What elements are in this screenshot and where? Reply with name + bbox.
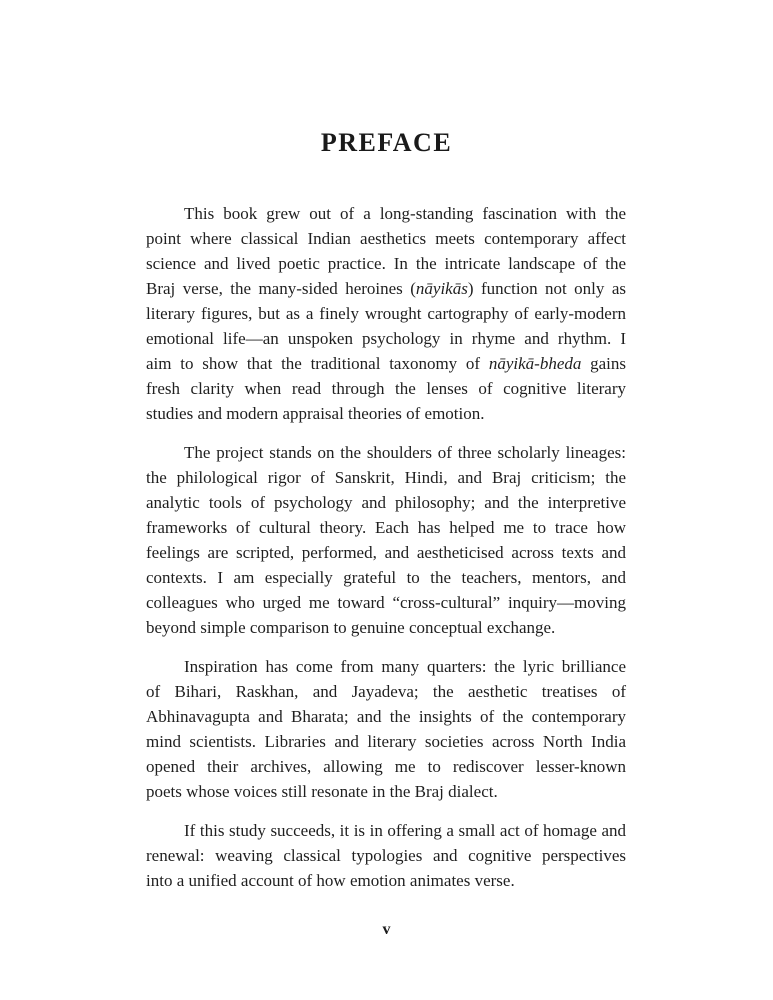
paragraph [146,201,626,426]
text-segment: point where classical Indian aesthetics meets contemporary affect [146,229,626,248]
text-segment: studies and modern appraisal theories of emotion. [146,404,485,423]
text-line [146,515,626,540]
text-line [146,779,626,804]
text-segment: contexts. I am especially grateful to the teachers, mentors, and [146,568,626,587]
text-segment: poets whose voices still resonate in the Braj dialect. [146,782,498,801]
text-line [146,401,626,426]
text-line [146,490,626,515]
text-line [146,615,626,640]
text-line [146,326,626,351]
text-segment: science and lived poetic practice. In the intricate landscape of the [146,254,626,273]
text-line [146,818,626,843]
text-segment: feelings are scripted, performed, and aestheticised across texts and [146,543,626,562]
text-line [146,679,626,704]
text-segment: Braj verse, the many-sided heroines ( [146,279,416,298]
text-segment: frameworks of cultural theory. Each has helped me to trace how [146,518,626,537]
text-segment: of Bihari, Raskhan, and Jayadeva; the aesthetic treatises of [146,682,626,701]
text-segment: analytic tools of psychology and philosophy; and the interpretive [146,493,626,512]
italic-term: nāyikā-bheda [488,354,582,373]
paragraph [146,654,626,804]
text-line [146,729,626,754]
text-line [146,540,626,565]
text-line [146,440,626,465]
text-segment: gains [581,354,627,373]
text-segment: fresh clarity when read through the lenses of cognitive literary [146,379,626,398]
text-line [146,351,626,376]
text-segment: mind scientists. Libraries and literary societies across North India [146,732,626,751]
paragraph [146,440,626,640]
text-segment: emotional life—an unspoken psychology in rhyme and rhythm. I [146,329,626,348]
text-line [146,590,626,615]
text-segment: This book grew out of a long-standing fascination with the [184,204,626,223]
text-segment: The project stands on the shoulders of three scholarly lineages: [184,443,626,462]
text-line [146,754,626,779]
text-segment: If this study succeeds, it is in offering a small act of homage and [184,821,626,840]
page-title: PREFACE [320,128,453,157]
text-line [146,201,626,226]
page-number: v [382,921,391,938]
paragraph [146,818,626,893]
text-line [146,654,626,679]
italic-term: nāyikās [415,279,468,298]
text-segment: into a unified account of how emotion animates verse. [146,871,515,890]
text-line [146,843,626,868]
text-segment: aim to show that the traditional taxonomy of [146,354,489,373]
text-line [146,301,626,326]
text-line [146,226,626,251]
text-segment: beyond simple comparison to genuine conceptual exchange. [146,618,556,637]
text-line [146,465,626,490]
text-line [146,868,626,893]
text-line [146,704,626,729]
text-segment: colleagues who urged me toward “cross-cultural” inquiry—moving [146,593,626,612]
text-segment: literary figures, but as a finely wrought cartography of early-modern [146,304,626,323]
text-segment: renewal: weaving classical typologies and cognitive perspectives [146,846,626,865]
text-segment: ) function not only as [467,279,627,298]
preface-body [146,201,626,907]
text-line [146,565,626,590]
text-segment: opened their archives, allowing me to rediscover lesser-known [146,757,626,776]
text-segment: Inspiration has come from many quarters: the lyric brilliance [184,657,626,676]
text-line [146,376,626,401]
text-segment: Abhinavagupta and Bharata; and the insights of the contemporary [146,707,626,726]
text-line [146,276,626,301]
text-segment: the philological rigor of Sanskrit, Hindi, and Braj criticism; the [146,468,626,487]
text-line [146,251,626,276]
